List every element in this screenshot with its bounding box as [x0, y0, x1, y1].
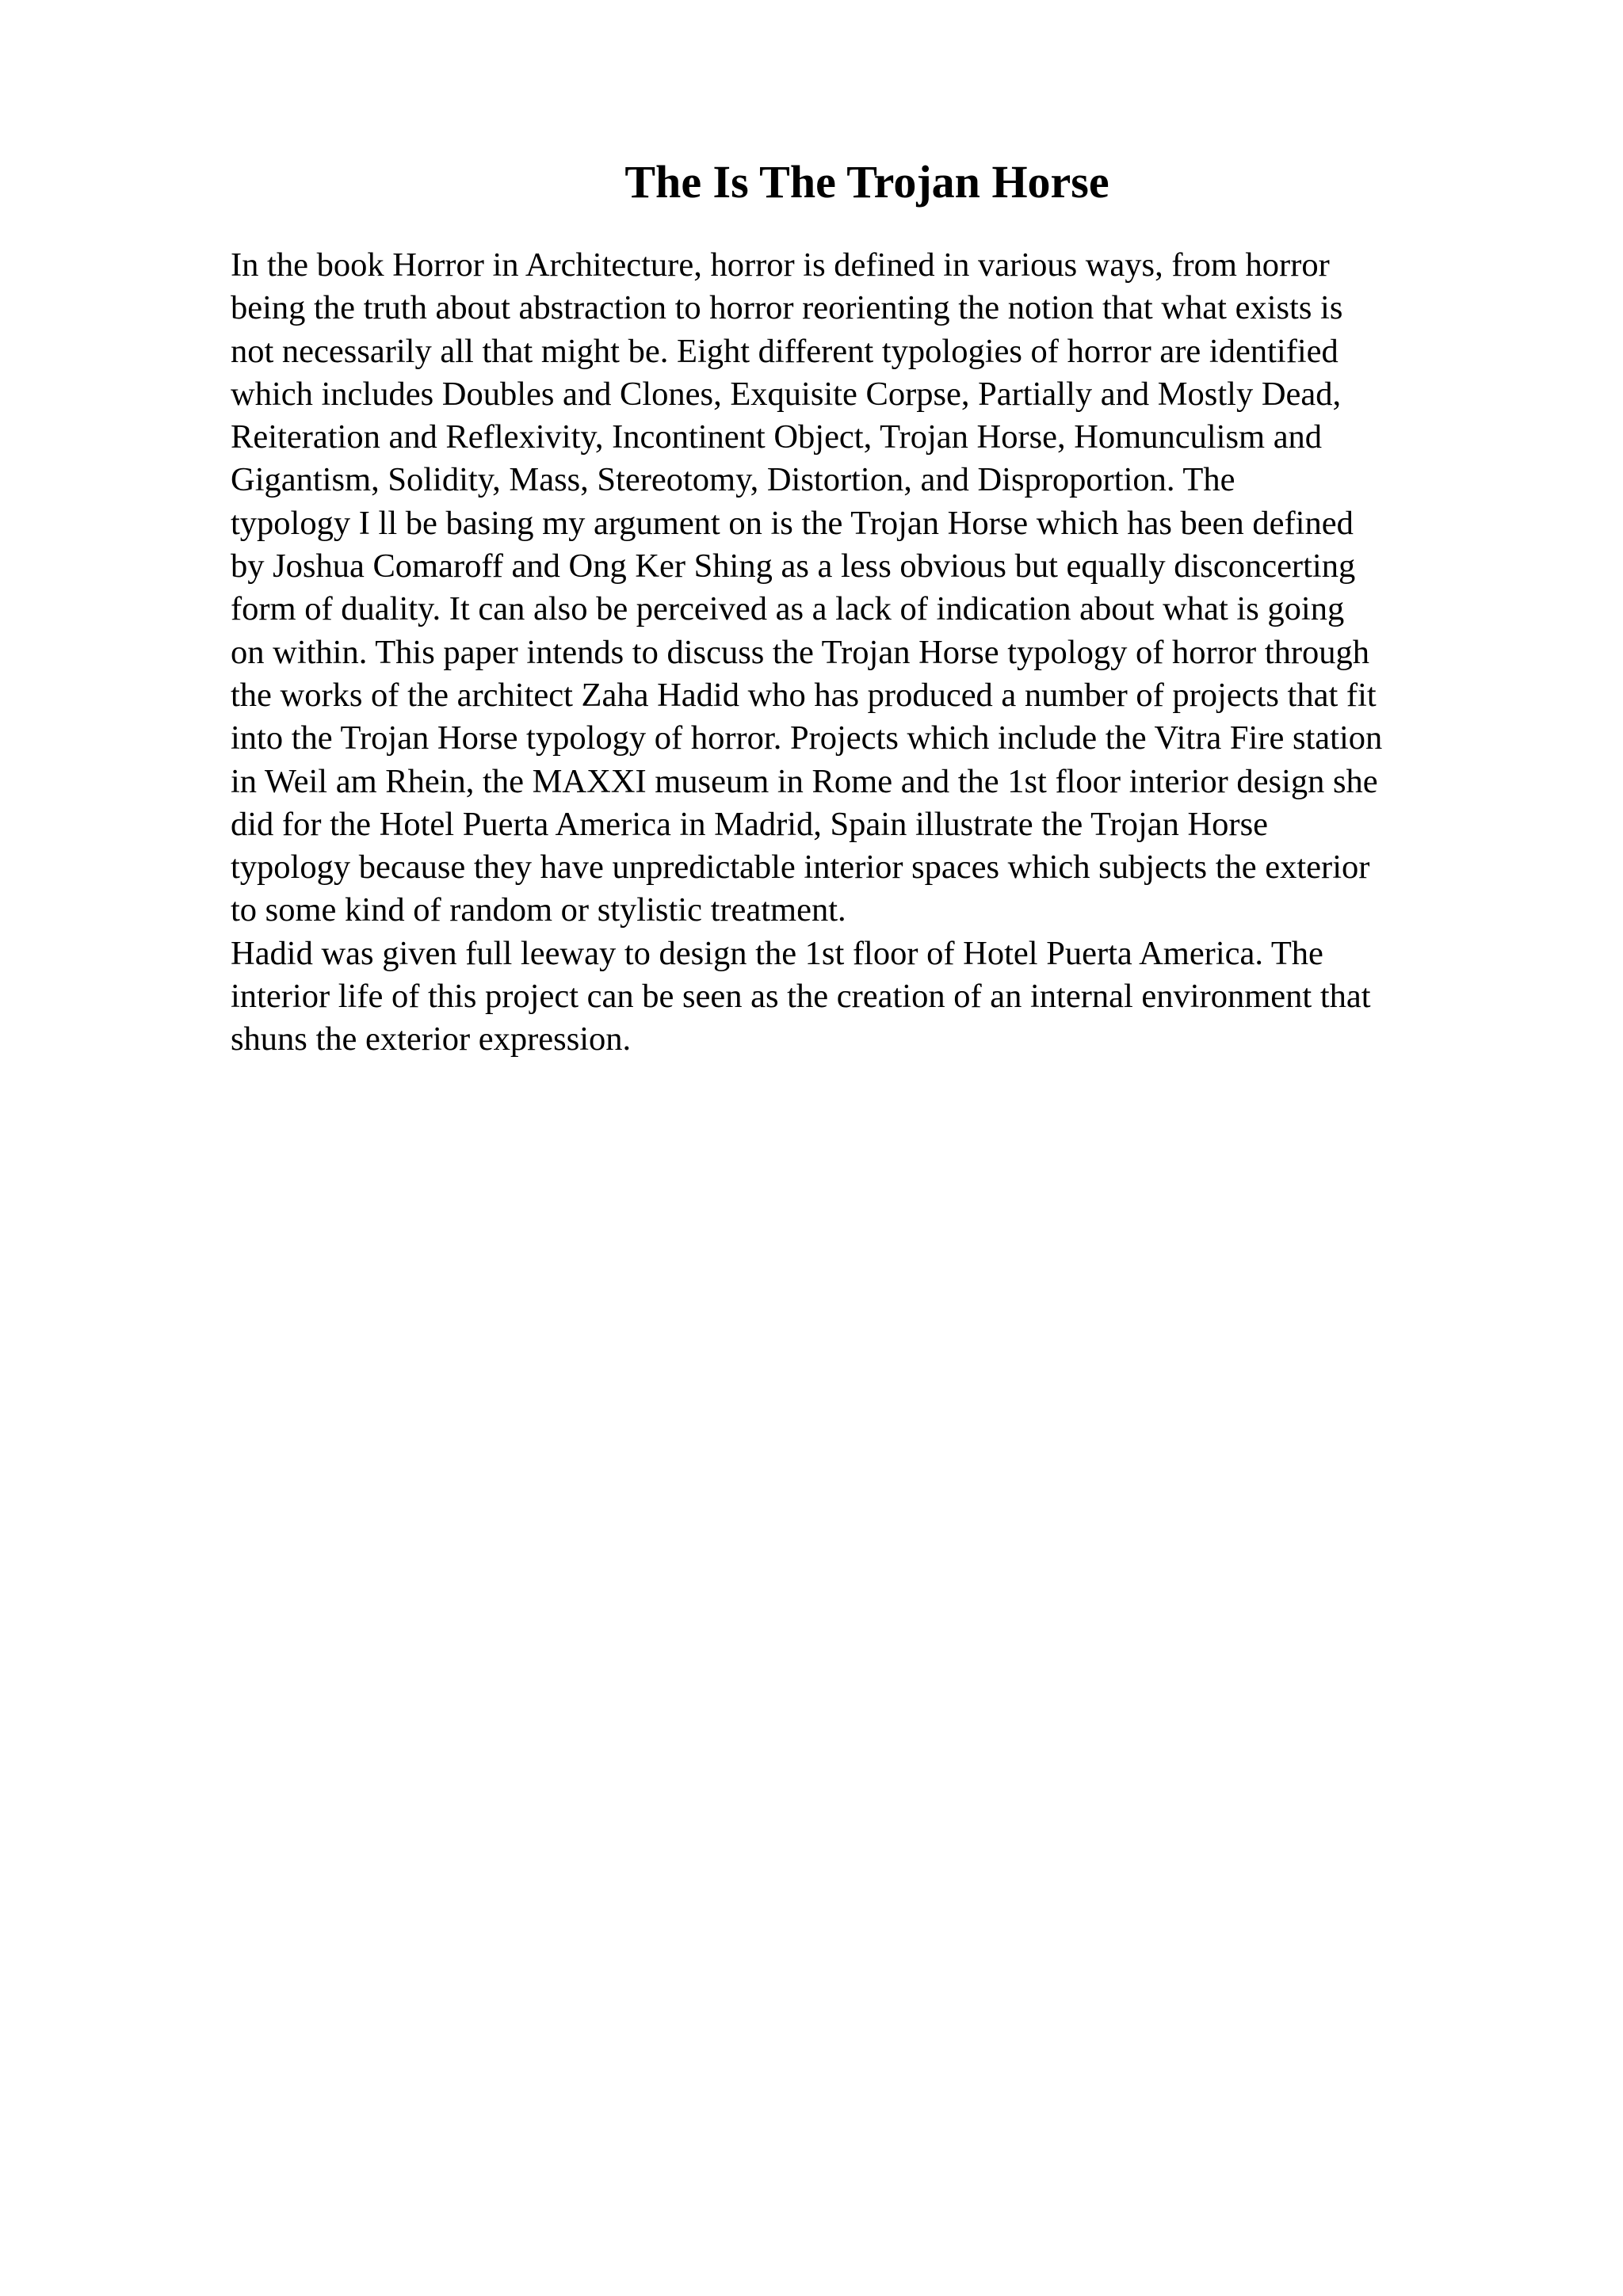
text-line: interior life of this project can be seen as the creation of an internal environment that — [231, 978, 1371, 1016]
text-line: In the book Horror in Architecture, horror is defined in various ways, from horror — [231, 246, 1330, 284]
text-line: into the Trojan Horse typology of horror. Projects which include the Vitra Fire station — [231, 719, 1383, 757]
text-line: Hadid was given full leeway to design the 1st floor of Hotel Puerta America. The — [231, 934, 1323, 972]
text-line: Reiteration and Reflexivity, Incontinent Object, Trojan Horse, Homunculism and — [231, 418, 1323, 456]
text-line: which includes Doubles and Clones, Exquisite Corpse, Partially and Mostly Dead, — [231, 375, 1342, 413]
text-line: form of duality. It can also be perceived as a lack of indication about what is going — [231, 590, 1345, 628]
text-line: typology I ll be basing my argument on is the Trojan Horse which has been defined — [231, 504, 1354, 542]
text-line: the works of the architect Zaha Hadid who has produced a number of projects that fit — [231, 676, 1377, 714]
text-line: by Joshua Comaroff and Ong Ker Shing as a less obvious but equally disconcerting — [231, 547, 1356, 585]
text-line: in Weil am Rhein, the MAXXI museum in Rome and the 1st floor interior design she — [231, 762, 1378, 800]
text-line: on within. This paper intends to discuss the Trojan Horse typology of horror through — [231, 633, 1370, 671]
text-line: shuns the exterior expression. — [231, 1020, 632, 1058]
body-text — [231, 244, 1514, 1062]
text-line: to some kind of random or stylistic treatment. — [231, 891, 846, 929]
text-line: did for the Hotel Puerta America in Madrid, Spain illustrate the Trojan Horse — [231, 805, 1268, 843]
text-line: typology because they have unpredictable interior spaces which subjects the exterior — [231, 849, 1370, 887]
text-line: being the truth about abstraction to horror reorienting the notion that what exists is — [231, 289, 1343, 327]
text-line: not necessarily all that might be. Eight different typologies of horror are identified — [231, 332, 1338, 370]
text-line: Gigantism, Solidity, Mass, Stereotomy, Distortion, and Disproportion. The — [231, 461, 1235, 499]
page-title: The Is The Trojan Horse — [624, 156, 1109, 208]
